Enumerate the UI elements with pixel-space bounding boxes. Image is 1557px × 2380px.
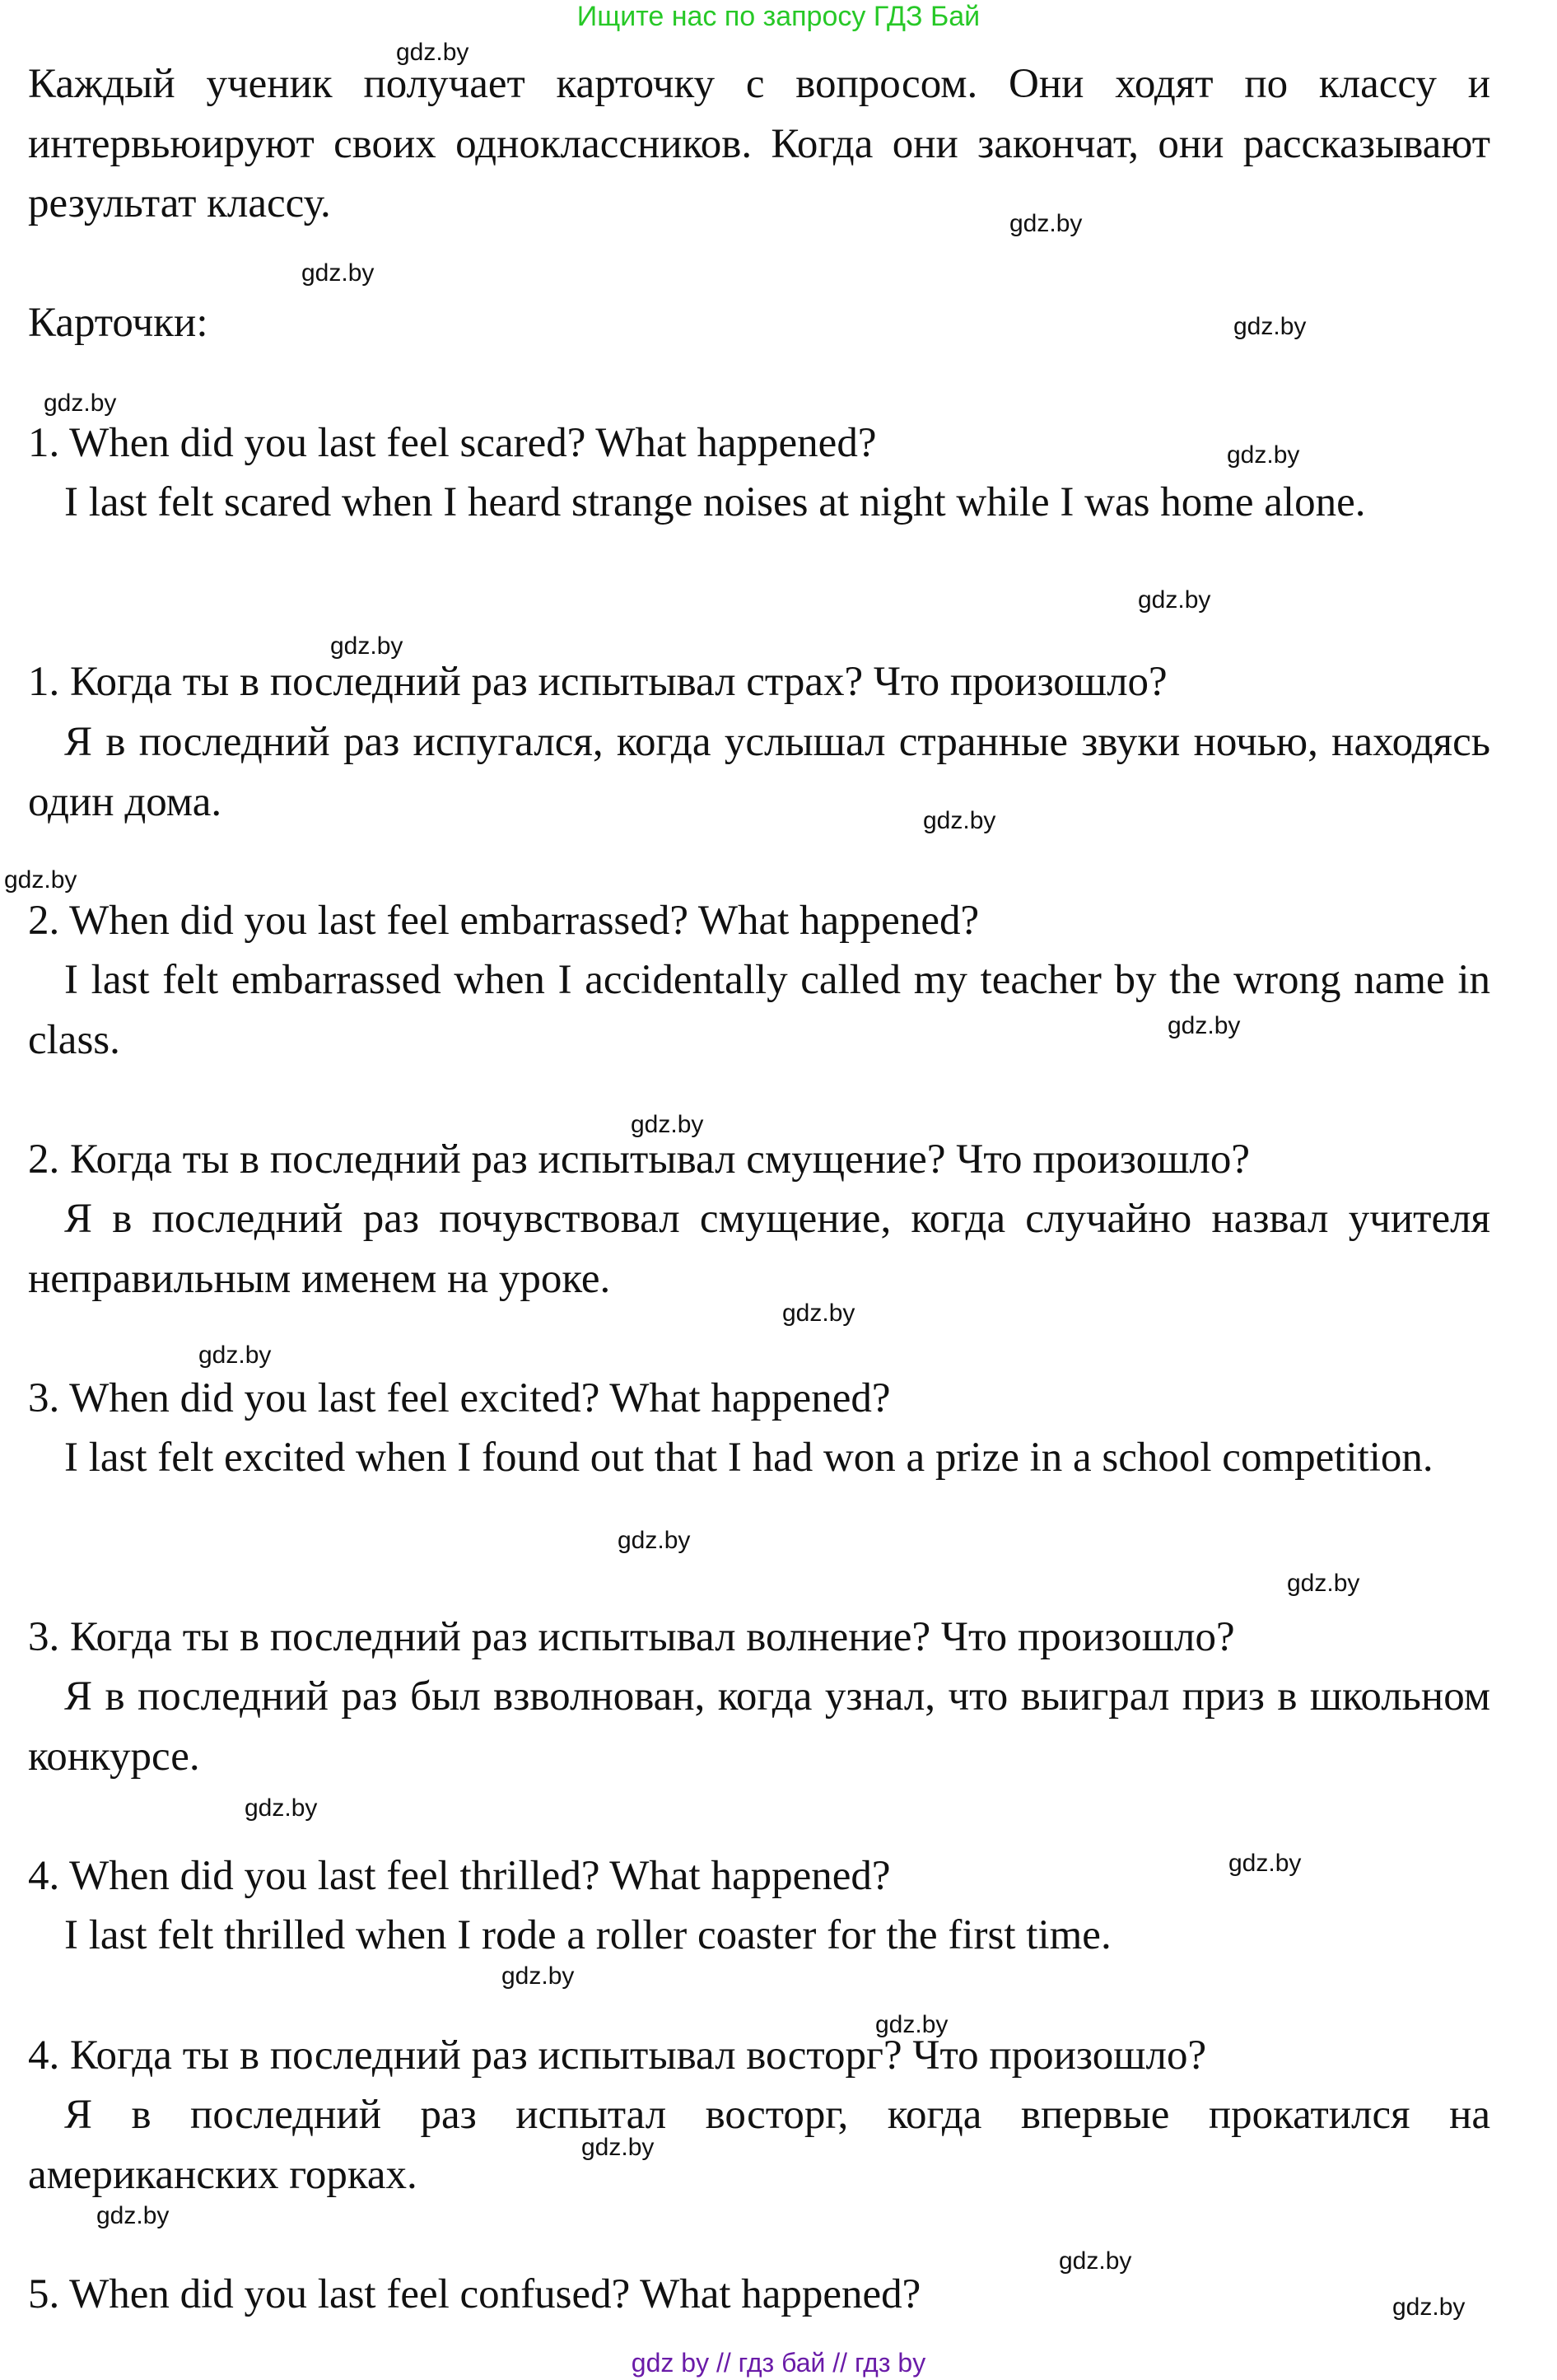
watermark: gdz.by: [4, 866, 77, 894]
footer-links[interactable]: gdz by // гдз бай // гдз by: [631, 2348, 926, 2378]
watermark: gdz.by: [1228, 1850, 1302, 1877]
question-3-en: 3. When did you last feel excited? What happened?: [28, 1375, 891, 1421]
watermark: gdz.by: [396, 39, 469, 66]
cards-label: Карточки:: [28, 300, 208, 346]
question-2-ru: 2. Когда ты в последний раз испытывал смущение? Что произошло?: [28, 1136, 1251, 1183]
watermark: gdz.by: [301, 259, 375, 287]
watermark: gdz.by: [1009, 210, 1083, 237]
watermark: gdz.by: [631, 1111, 704, 1138]
watermark: gdz.by: [96, 2202, 170, 2229]
watermark: gdz.by: [875, 2011, 949, 2038]
question-3-ru: 3. Когда ты в последний раз испытывал волнение? Что произошло?: [28, 1614, 1235, 1660]
watermark: gdz.by: [501, 1962, 575, 1990]
question-1-ru: 1. Когда ты в последний раз испытывал страх? Что произошло?: [28, 659, 1168, 705]
answer-2-en: I last felt embarrassed when I accidentally called my teacher by the wrong name in class.: [28, 957, 1490, 1063]
answer-3-ru: Я в последний раз был взволнован, когда узнал, что выиграл приз в школьном конкурсе.: [28, 1673, 1490, 1780]
watermark: gdz.by: [44, 390, 117, 417]
question-4-en: 4. When did you last feel thrilled? What happened?: [28, 1853, 891, 1899]
answer-1-en: I last felt scared when I heard strange noises at night while I was home alone.: [64, 479, 1366, 525]
question-2-en: 2. When did you last feel embarrassed? What happened?: [28, 898, 980, 944]
watermark: gdz.by: [1059, 2247, 1132, 2275]
watermark: gdz.by: [1233, 313, 1307, 340]
question-1-en: 1. When did you last feel scared? What happened?: [28, 420, 877, 466]
question-4-ru: 4. Когда ты в последний раз испытывал восторг? Что произошло?: [28, 2032, 1207, 2079]
answer-4-ru: Я в последний раз испытал восторг, когда впервые прокатился на американских горках.: [28, 2092, 1490, 2198]
watermark: gdz.by: [245, 1794, 318, 1822]
top-banner-link[interactable]: Ищите нас по запросу ГДЗ Бай: [576, 1, 981, 32]
watermark: gdz.by: [581, 2134, 655, 2161]
watermark: gdz.by: [1392, 2294, 1466, 2321]
answer-2-ru: Я в последний раз почувствовал смущение, когда случайно назвал учителя неправильным именем на уроке.: [28, 1196, 1490, 1302]
watermark: gdz.by: [198, 1342, 272, 1369]
watermark: gdz.by: [330, 632, 403, 660]
watermark: gdz.by: [1287, 1570, 1360, 1597]
answer-1-ru: Я в последний раз испугался, когда услышал странные звуки ночью, находясь один дома.: [28, 719, 1490, 825]
watermark: gdz.by: [923, 807, 996, 834]
watermark: gdz.by: [618, 1527, 691, 1554]
watermark: gdz.by: [782, 1300, 855, 1327]
watermark: gdz.by: [1168, 1012, 1241, 1039]
watermark: gdz.by: [1227, 441, 1300, 469]
intro-paragraph: Каждый ученик получает карточку с вопросом. Они ходят по классу и интервьюируют своих одноклассников. Когда они закончат, они рассказывают результат классу.: [28, 61, 1490, 226]
answer-3-en: I last felt excited when I found out that I had won a prize in a school competition.: [64, 1435, 1433, 1481]
watermark: gdz.by: [1138, 586, 1211, 614]
question-5-en: 5. When did you last feel confused? What happened?: [28, 2271, 921, 2317]
answer-4-en: I last felt thrilled when I rode a roller coaster for the first time.: [64, 1912, 1112, 1958]
